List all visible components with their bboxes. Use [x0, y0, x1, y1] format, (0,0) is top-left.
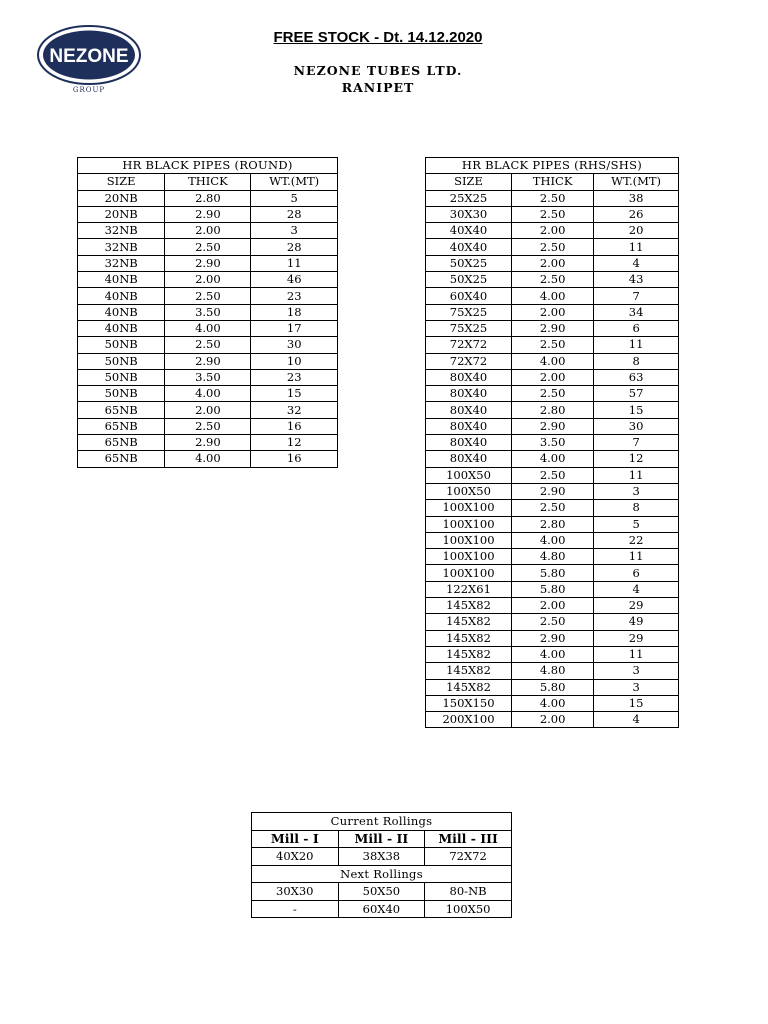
table-row [426, 320, 679, 336]
table-row [426, 679, 679, 695]
cell-thick: 4.80 [512, 663, 594, 679]
next-mill-2: 50X50 [338, 883, 425, 901]
cell-size: 80X40 [426, 418, 512, 434]
cell-size: 65NB [78, 418, 165, 434]
cell-thick: 2.90 [165, 255, 251, 271]
cell-weight: 28 [251, 206, 338, 222]
cell-size: 65NB [78, 402, 165, 418]
cell-size: 32NB [78, 255, 165, 271]
round-pipes-table [77, 157, 338, 468]
cell-weight: 5 [594, 516, 679, 532]
table-row [426, 500, 679, 516]
cell-weight: 8 [594, 353, 679, 369]
cell-thick: 2.50 [512, 614, 594, 630]
cell-thick: 2.00 [165, 223, 251, 239]
cell-size: 145X82 [426, 614, 512, 630]
cell-weight: 11 [251, 255, 338, 271]
cell-weight: 3 [251, 223, 338, 239]
cell-weight: 8 [594, 500, 679, 516]
table-row [426, 386, 679, 402]
cell-thick: 2.00 [165, 272, 251, 288]
cell-size: 100X100 [426, 500, 512, 516]
cell-thick: 2.00 [512, 223, 594, 239]
cell-weight: 26 [594, 206, 679, 222]
cell-size: 50NB [78, 337, 165, 353]
cell-thick: 3.50 [512, 435, 594, 451]
cell-thick: 2.50 [512, 337, 594, 353]
cell-thick: 5.80 [512, 679, 594, 695]
table-row [426, 549, 679, 565]
cell-thick: 2.90 [512, 630, 594, 646]
table-row [78, 272, 338, 288]
cell-size: 150X150 [426, 695, 512, 711]
table-caption: HR BLACK PIPES (RHS/SHS) [426, 158, 679, 174]
cell-size: 50NB [78, 386, 165, 402]
current-rollings-row [252, 848, 512, 866]
next-rollings-caption: Next Rollings [252, 865, 512, 883]
table-row [78, 223, 338, 239]
cell-thick: 4.00 [512, 646, 594, 662]
table-row [78, 190, 338, 206]
cell-thick: 2.50 [512, 500, 594, 516]
cell-weight: 11 [594, 646, 679, 662]
cell-thick: 2.00 [512, 304, 594, 320]
cell-size: 145X82 [426, 598, 512, 614]
cell-size: 40NB [78, 272, 165, 288]
cell-thick: 2.00 [512, 369, 594, 385]
cell-thick: 4.00 [165, 386, 251, 402]
cell-size: 65NB [78, 435, 165, 451]
logo-text: NEZONE [49, 46, 129, 67]
column-header-size: SIZE [78, 174, 165, 190]
cell-size: 100X100 [426, 549, 512, 565]
table-row [78, 386, 338, 402]
cell-weight: 7 [594, 435, 679, 451]
cell-weight: 11 [594, 239, 679, 255]
mill-1-header: Mill - I [252, 830, 339, 848]
cell-weight: 23 [251, 369, 338, 385]
cell-weight: 6 [594, 565, 679, 581]
next-rollings-row [252, 900, 512, 918]
table-row [426, 418, 679, 434]
cell-size: 72X72 [426, 353, 512, 369]
table-row [426, 402, 679, 418]
cell-thick: 2.80 [165, 190, 251, 206]
mill-2-header: Mill - II [338, 830, 425, 848]
table-row [426, 255, 679, 271]
table-row [78, 320, 338, 336]
cell-weight: 15 [594, 695, 679, 711]
table-row [78, 418, 338, 434]
cell-thick: 2.00 [512, 598, 594, 614]
column-header-thick: THICK [512, 174, 594, 190]
cell-weight: 12 [251, 435, 338, 451]
cell-size: 80X40 [426, 402, 512, 418]
cell-size: 40X40 [426, 239, 512, 255]
table-row [426, 516, 679, 532]
table-row [426, 712, 679, 728]
cell-weight: 30 [251, 337, 338, 353]
nezone-logo-emblem [36, 24, 142, 86]
column-header-weight: WT.(MT) [251, 174, 338, 190]
table-row [78, 337, 338, 353]
cell-size: 100X100 [426, 565, 512, 581]
cell-weight: 23 [251, 288, 338, 304]
cell-thick: 5.80 [512, 565, 594, 581]
cell-weight: 12 [594, 451, 679, 467]
cell-size: 100X50 [426, 467, 512, 483]
cell-weight: 57 [594, 386, 679, 402]
table-row [426, 630, 679, 646]
table-row [78, 353, 338, 369]
next-mill-3: 100X50 [425, 900, 512, 918]
cell-size: 100X100 [426, 532, 512, 548]
cell-weight: 11 [594, 337, 679, 353]
cell-size: 80X40 [426, 369, 512, 385]
table-row [426, 598, 679, 614]
next-mill-1: 30X30 [252, 883, 339, 901]
cell-weight: 28 [251, 239, 338, 255]
cell-size: 20NB [78, 190, 165, 206]
cell-weight: 63 [594, 369, 679, 385]
table-caption: HR BLACK PIPES (ROUND) [78, 158, 338, 174]
cell-size: 65NB [78, 451, 165, 467]
cell-thick: 2.00 [512, 255, 594, 271]
cell-thick: 2.90 [512, 418, 594, 434]
cell-thick: 4.00 [165, 320, 251, 336]
cell-weight: 11 [594, 467, 679, 483]
cell-size: 75X25 [426, 304, 512, 320]
cell-weight: 20 [594, 223, 679, 239]
rollings-table [251, 812, 512, 918]
table-row [426, 304, 679, 320]
cell-size: 145X82 [426, 630, 512, 646]
cell-weight: 46 [251, 272, 338, 288]
cell-thick: 2.00 [165, 402, 251, 418]
table-row [426, 467, 679, 483]
table-row [426, 663, 679, 679]
cell-size: 80X40 [426, 435, 512, 451]
cell-size: 50X25 [426, 255, 512, 271]
cell-weight: 32 [251, 402, 338, 418]
current-mill-1: 40X20 [252, 848, 339, 866]
cell-weight: 16 [251, 451, 338, 467]
cell-thick: 4.00 [165, 451, 251, 467]
cell-thick: 3.50 [165, 369, 251, 385]
table-row [78, 255, 338, 271]
cell-thick: 2.50 [512, 386, 594, 402]
cell-size: 40NB [78, 304, 165, 320]
cell-size: 60X40 [426, 288, 512, 304]
cell-thick: 4.00 [512, 532, 594, 548]
cell-thick: 2.80 [512, 516, 594, 532]
cell-weight: 15 [594, 402, 679, 418]
company-name: NEZONE TUBES LTD. [293, 63, 463, 78]
table-row [78, 288, 338, 304]
table-row [426, 239, 679, 255]
cell-thick: 2.00 [512, 712, 594, 728]
table-row [78, 239, 338, 255]
cell-thick: 2.90 [512, 483, 594, 499]
cell-thick: 4.00 [512, 288, 594, 304]
cell-weight: 29 [594, 630, 679, 646]
next-mill-3: 80-NB [425, 883, 512, 901]
cell-weight: 11 [594, 549, 679, 565]
cell-thick: 2.90 [165, 435, 251, 451]
table-row [426, 483, 679, 499]
cell-weight: 4 [594, 581, 679, 597]
table-row [426, 206, 679, 222]
column-header-weight: WT.(MT) [594, 174, 679, 190]
cell-size: 100X100 [426, 516, 512, 532]
current-rollings-caption: Current Rollings [252, 813, 512, 831]
cell-size: 145X82 [426, 646, 512, 662]
next-rollings-row [252, 883, 512, 901]
logo-subtext: GROUP [72, 86, 106, 94]
table-row [78, 451, 338, 467]
cell-thick: 2.50 [512, 190, 594, 206]
cell-thick: 2.50 [165, 337, 251, 353]
cell-size: 80X40 [426, 451, 512, 467]
cell-size: 72X72 [426, 337, 512, 353]
cell-size: 32NB [78, 239, 165, 255]
cell-weight: 16 [251, 418, 338, 434]
cell-thick: 3.50 [165, 304, 251, 320]
cell-weight: 22 [594, 532, 679, 548]
cell-size: 50NB [78, 369, 165, 385]
cell-thick: 4.80 [512, 549, 594, 565]
table-row [426, 190, 679, 206]
cell-thick: 2.80 [512, 402, 594, 418]
table-row [426, 532, 679, 548]
table-row [78, 402, 338, 418]
table-row [426, 614, 679, 630]
cell-weight: 7 [594, 288, 679, 304]
cell-weight: 4 [594, 255, 679, 271]
company-logo [36, 24, 142, 100]
cell-thick: 5.80 [512, 581, 594, 597]
table-row [426, 565, 679, 581]
cell-thick: 2.50 [512, 206, 594, 222]
cell-weight: 5 [251, 190, 338, 206]
cell-weight: 15 [251, 386, 338, 402]
table-row [426, 695, 679, 711]
cell-weight: 18 [251, 304, 338, 320]
cell-size: 40NB [78, 320, 165, 336]
table-row [78, 206, 338, 222]
table-row [426, 435, 679, 451]
cell-thick: 2.50 [512, 467, 594, 483]
cell-weight: 49 [594, 614, 679, 630]
cell-weight: 17 [251, 320, 338, 336]
column-header-size: SIZE [426, 174, 512, 190]
cell-size: 40NB [78, 288, 165, 304]
cell-thick: 4.00 [512, 451, 594, 467]
current-mill-2: 38X38 [338, 848, 425, 866]
table-row [426, 288, 679, 304]
cell-weight: 3 [594, 679, 679, 695]
cell-size: 122X61 [426, 581, 512, 597]
cell-size: 75X25 [426, 320, 512, 336]
cell-weight: 4 [594, 712, 679, 728]
mill-3-header: Mill - III [425, 830, 512, 848]
table-row [78, 435, 338, 451]
cell-thick: 2.90 [165, 206, 251, 222]
cell-size: 50X25 [426, 272, 512, 288]
company-location: RANIPET [341, 80, 415, 95]
cell-size: 32NB [78, 223, 165, 239]
cell-thick: 4.00 [512, 353, 594, 369]
cell-weight: 3 [594, 663, 679, 679]
table-row [426, 272, 679, 288]
cell-size: 25X25 [426, 190, 512, 206]
cell-thick: 2.50 [512, 272, 594, 288]
cell-weight: 6 [594, 320, 679, 336]
table-row [426, 353, 679, 369]
cell-weight: 30 [594, 418, 679, 434]
table-row [78, 369, 338, 385]
cell-weight: 29 [594, 598, 679, 614]
table-row [426, 646, 679, 662]
table-row [78, 304, 338, 320]
cell-thick: 2.50 [165, 288, 251, 304]
cell-size: 50NB [78, 353, 165, 369]
page-title: FREE STOCK - Dt. 14.12.2020 [273, 29, 483, 46]
cell-weight: 38 [594, 190, 679, 206]
cell-weight: 3 [594, 483, 679, 499]
cell-size: 145X82 [426, 663, 512, 679]
cell-thick: 2.50 [512, 239, 594, 255]
cell-size: 40X40 [426, 223, 512, 239]
cell-size: 145X82 [426, 679, 512, 695]
cell-thick: 2.90 [165, 353, 251, 369]
cell-weight: 10 [251, 353, 338, 369]
cell-size: 80X40 [426, 386, 512, 402]
cell-weight: 43 [594, 272, 679, 288]
column-header-thick: THICK [165, 174, 251, 190]
cell-thick: 2.90 [512, 320, 594, 336]
table-row [426, 223, 679, 239]
cell-size: 20NB [78, 206, 165, 222]
cell-thick: 2.50 [165, 239, 251, 255]
cell-size: 200X100 [426, 712, 512, 728]
next-mill-2: 60X40 [338, 900, 425, 918]
table-row [426, 369, 679, 385]
table-row [426, 451, 679, 467]
table-row [426, 337, 679, 353]
table-row [426, 581, 679, 597]
cell-weight: 34 [594, 304, 679, 320]
next-mill-1: - [252, 900, 339, 918]
cell-size: 100X50 [426, 483, 512, 499]
cell-thick: 4.00 [512, 695, 594, 711]
cell-size: 30X30 [426, 206, 512, 222]
cell-thick: 2.50 [165, 418, 251, 434]
rhs-shs-pipes-table [425, 157, 679, 728]
current-mill-3: 72X72 [425, 848, 512, 866]
